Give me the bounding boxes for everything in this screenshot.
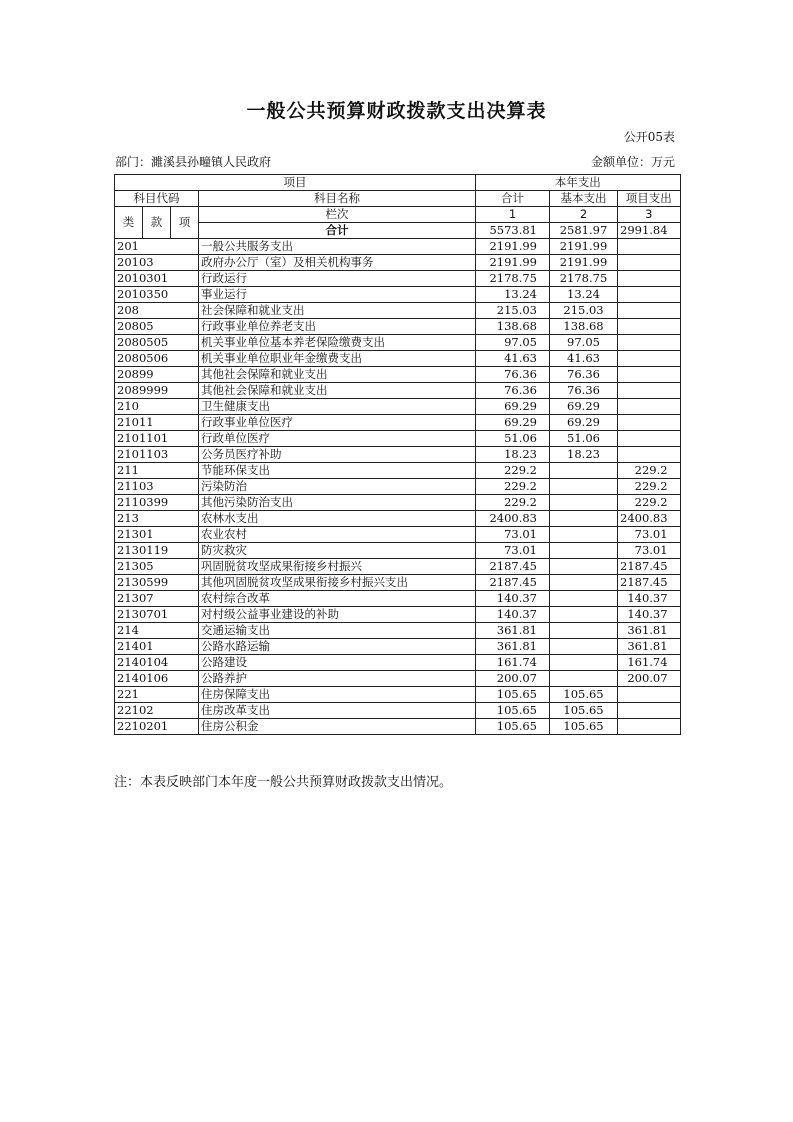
row-code: 21301 — [115, 527, 199, 543]
row-name: 行政事业单位医疗 — [199, 415, 476, 431]
row-total: 229.2 — [476, 479, 550, 495]
row-total: 18.23 — [476, 447, 550, 463]
totals-basic: 2581.97 — [550, 223, 618, 239]
row-code: 2140106 — [115, 671, 199, 687]
row-name: 其他社会保障和就业支出 — [199, 367, 476, 383]
row-name: 行政单位医疗 — [199, 431, 476, 447]
row-name: 住房改革支出 — [199, 703, 476, 719]
row-code: 2080505 — [115, 335, 199, 351]
row-code: 2010350 — [115, 287, 199, 303]
row-total: 229.2 — [476, 463, 550, 479]
totals-label: 合计 — [199, 223, 476, 239]
row-name: 社会保障和就业支出 — [199, 303, 476, 319]
row-project: 229.2 — [618, 479, 681, 495]
header-project: 项目支出 — [618, 191, 681, 207]
row-code: 221 — [115, 687, 199, 703]
row-total: 140.37 — [476, 607, 550, 623]
table-row — [115, 287, 681, 303]
header-total: 合计 — [476, 191, 550, 207]
row-project: 200.07 — [618, 671, 681, 687]
table-row — [115, 639, 681, 655]
row-basic — [550, 511, 618, 527]
row-project — [618, 239, 681, 255]
table-row — [115, 383, 681, 399]
row-name: 政府办公厅（室）及相关机构事务 — [199, 255, 476, 271]
row-basic: 51.06 — [550, 431, 618, 447]
row-basic — [550, 463, 618, 479]
row-project: 73.01 — [618, 527, 681, 543]
table-row — [115, 463, 681, 479]
row-code: 21401 — [115, 639, 199, 655]
row-project: 2187.45 — [618, 575, 681, 591]
table-row — [115, 399, 681, 415]
row-code: 20899 — [115, 367, 199, 383]
row-code: 2080506 — [115, 351, 199, 367]
table-row — [115, 351, 681, 367]
header-xiang: 项 — [171, 207, 199, 239]
row-basic: 2191.99 — [550, 255, 618, 271]
row-basic — [550, 655, 618, 671]
row-name: 农村综合改革 — [199, 591, 476, 607]
table-row — [115, 431, 681, 447]
header-subject-name: 科目名称 — [199, 191, 476, 207]
table-row — [115, 479, 681, 495]
form-number: 公开05表 — [623, 130, 675, 144]
row-name: 污染防治 — [199, 479, 476, 495]
row-total: 361.81 — [476, 639, 550, 655]
row-project — [618, 319, 681, 335]
row-basic — [550, 671, 618, 687]
row-name: 对村级公益事业建设的补助 — [199, 607, 476, 623]
row-code: 2130599 — [115, 575, 199, 591]
row-project: 161.74 — [618, 655, 681, 671]
header-row-1 — [115, 175, 681, 191]
row-name: 交通运输支出 — [199, 623, 476, 639]
row-total: 105.65 — [476, 687, 550, 703]
table-row — [115, 591, 681, 607]
row-total: 69.29 — [476, 399, 550, 415]
row-name: 公路建设 — [199, 655, 476, 671]
row-project — [618, 399, 681, 415]
row-basic: 138.68 — [550, 319, 618, 335]
row-project — [618, 415, 681, 431]
row-code: 2010301 — [115, 271, 199, 287]
table-note: 注：本表反映部门本年度一般公共预算财政拨款支出情况。 — [114, 775, 453, 790]
table-row — [115, 239, 681, 255]
row-name: 行政运行 — [199, 271, 476, 287]
row-name: 防灾救灾 — [199, 543, 476, 559]
row-total: 73.01 — [476, 543, 550, 559]
row-total: 76.36 — [476, 367, 550, 383]
row-project: 2400.83 — [618, 511, 681, 527]
row-basic: 215.03 — [550, 303, 618, 319]
row-code: 210 — [115, 399, 199, 415]
row-project: 140.37 — [618, 607, 681, 623]
row-total: 41.63 — [476, 351, 550, 367]
header-col2: 2 — [550, 207, 618, 223]
row-basic: 13.24 — [550, 287, 618, 303]
row-total: 105.65 — [476, 703, 550, 719]
row-project: 361.81 — [618, 623, 681, 639]
row-project — [618, 351, 681, 367]
row-name: 节能环保支出 — [199, 463, 476, 479]
row-basic — [550, 527, 618, 543]
row-project: 2187.45 — [618, 559, 681, 575]
header-year-expense: 本年支出 — [476, 175, 681, 191]
table-row — [115, 335, 681, 351]
table-row — [115, 623, 681, 639]
row-code: 201 — [115, 239, 199, 255]
row-code: 2140104 — [115, 655, 199, 671]
row-basic: 69.29 — [550, 415, 618, 431]
row-code: 21305 — [115, 559, 199, 575]
row-project — [618, 719, 681, 735]
table-row — [115, 255, 681, 271]
row-total: 105.65 — [476, 719, 550, 735]
row-total: 361.81 — [476, 623, 550, 639]
row-basic: 76.36 — [550, 367, 618, 383]
row-name: 公路养护 — [199, 671, 476, 687]
row-code: 2101101 — [115, 431, 199, 447]
row-project: 361.81 — [618, 639, 681, 655]
row-project: 229.2 — [618, 495, 681, 511]
amount-unit-label: 金额单位：万元 — [590, 155, 675, 169]
row-code: 2110399 — [115, 495, 199, 511]
row-project — [618, 383, 681, 399]
row-basic — [550, 495, 618, 511]
header-column-no: 栏次 — [199, 207, 476, 223]
row-name: 卫生健康支出 — [199, 399, 476, 415]
row-project: 73.01 — [618, 543, 681, 559]
header-col1: 1 — [476, 207, 550, 223]
row-basic — [550, 543, 618, 559]
row-name: 行政事业单位养老支出 — [199, 319, 476, 335]
table-row — [115, 655, 681, 671]
row-total: 2187.45 — [476, 575, 550, 591]
row-project — [618, 703, 681, 719]
row-basic: 105.65 — [550, 719, 618, 735]
row-code: 2210201 — [115, 719, 199, 735]
row-project: 229.2 — [618, 463, 681, 479]
row-name: 其他社会保障和就业支出 — [199, 383, 476, 399]
row-total: 138.68 — [476, 319, 550, 335]
totals-project: 2991.84 — [618, 223, 681, 239]
row-code: 2130119 — [115, 543, 199, 559]
row-code: 2130701 — [115, 607, 199, 623]
row-basic: 18.23 — [550, 447, 618, 463]
row-project — [618, 271, 681, 287]
row-code: 214 — [115, 623, 199, 639]
totals-row — [115, 223, 681, 239]
table-row — [115, 543, 681, 559]
row-total: 140.37 — [476, 591, 550, 607]
row-basic: 97.05 — [550, 335, 618, 351]
row-total: 2191.99 — [476, 239, 550, 255]
row-basic — [550, 639, 618, 655]
table-row — [115, 703, 681, 719]
row-project — [618, 367, 681, 383]
row-project — [618, 447, 681, 463]
row-basic: 2191.99 — [550, 239, 618, 255]
row-basic — [550, 623, 618, 639]
header-col3: 3 — [618, 207, 681, 223]
row-total: 13.24 — [476, 287, 550, 303]
row-code: 21011 — [115, 415, 199, 431]
header-basic: 基本支出 — [550, 191, 618, 207]
row-code: 213 — [115, 511, 199, 527]
header-row-2 — [115, 191, 681, 207]
row-project — [618, 287, 681, 303]
table-row — [115, 271, 681, 287]
row-code: 22102 — [115, 703, 199, 719]
row-name: 机关事业单位职业年金缴费支出 — [199, 351, 476, 367]
row-name: 事业运行 — [199, 287, 476, 303]
row-name: 农业农村 — [199, 527, 476, 543]
row-total: 69.29 — [476, 415, 550, 431]
row-total: 215.03 — [476, 303, 550, 319]
table-row — [115, 415, 681, 431]
row-basic: 105.65 — [550, 687, 618, 703]
table-row — [115, 303, 681, 319]
table-row — [115, 687, 681, 703]
row-total: 97.05 — [476, 335, 550, 351]
row-total: 2400.83 — [476, 511, 550, 527]
row-total: 229.2 — [476, 495, 550, 511]
row-name: 巩固脱贫攻坚成果衔接乡村振兴 — [199, 559, 476, 575]
header-row-3 — [115, 207, 681, 223]
table-row — [115, 671, 681, 687]
row-code: 21307 — [115, 591, 199, 607]
department-label: 部门：濉溪县孙疃镇人民政府 — [115, 155, 272, 169]
row-code: 20103 — [115, 255, 199, 271]
row-code: 211 — [115, 463, 199, 479]
row-name: 机关事业单位基本养老保险缴费支出 — [199, 335, 476, 351]
row-code: 2101103 — [115, 447, 199, 463]
row-project — [618, 431, 681, 447]
table-row — [115, 447, 681, 463]
row-total: 161.74 — [476, 655, 550, 671]
expenditure-table — [114, 174, 681, 735]
row-basic: 76.36 — [550, 383, 618, 399]
header-kuan: 款 — [143, 207, 171, 239]
row-code: 2089999 — [115, 383, 199, 399]
row-project — [618, 303, 681, 319]
row-total: 200.07 — [476, 671, 550, 687]
table-row — [115, 559, 681, 575]
row-code: 208 — [115, 303, 199, 319]
row-total: 2191.99 — [476, 255, 550, 271]
row-name: 农林水支出 — [199, 511, 476, 527]
table-row — [115, 495, 681, 511]
header-item: 项目 — [115, 175, 476, 191]
row-basic — [550, 479, 618, 495]
header-lei: 类 — [115, 207, 143, 239]
row-code: 20805 — [115, 319, 199, 335]
table-row — [115, 511, 681, 527]
row-basic: 105.65 — [550, 703, 618, 719]
row-basic — [550, 591, 618, 607]
table-row — [115, 367, 681, 383]
row-name: 其他污染防治支出 — [199, 495, 476, 511]
totals-total: 5573.81 — [476, 223, 550, 239]
header-subject-code: 科目代码 — [115, 191, 199, 207]
table-row — [115, 527, 681, 543]
row-total: 73.01 — [476, 527, 550, 543]
row-basic: 69.29 — [550, 399, 618, 415]
row-code: 21103 — [115, 479, 199, 495]
table-row — [115, 607, 681, 623]
row-total: 51.06 — [476, 431, 550, 447]
row-project — [618, 335, 681, 351]
row-total: 2178.75 — [476, 271, 550, 287]
page-title: 一般公共预算财政拨款支出决算表 — [246, 100, 547, 122]
row-basic — [550, 607, 618, 623]
row-name: 公务员医疗补助 — [199, 447, 476, 463]
table-row — [115, 575, 681, 591]
row-name: 公路水路运输 — [199, 639, 476, 655]
table-row — [115, 719, 681, 735]
row-project — [618, 255, 681, 271]
row-name: 其他巩固脱贫攻坚成果衔接乡村振兴支出 — [199, 575, 476, 591]
row-basic — [550, 559, 618, 575]
row-total: 76.36 — [476, 383, 550, 399]
row-name: 一般公共服务支出 — [199, 239, 476, 255]
row-basic: 41.63 — [550, 351, 618, 367]
row-project — [618, 687, 681, 703]
table-row — [115, 319, 681, 335]
row-basic — [550, 575, 618, 591]
row-name: 住房公积金 — [199, 719, 476, 735]
row-name: 住房保障支出 — [199, 687, 476, 703]
row-total: 2187.45 — [476, 559, 550, 575]
row-basic: 2178.75 — [550, 271, 618, 287]
row-project: 140.37 — [618, 591, 681, 607]
